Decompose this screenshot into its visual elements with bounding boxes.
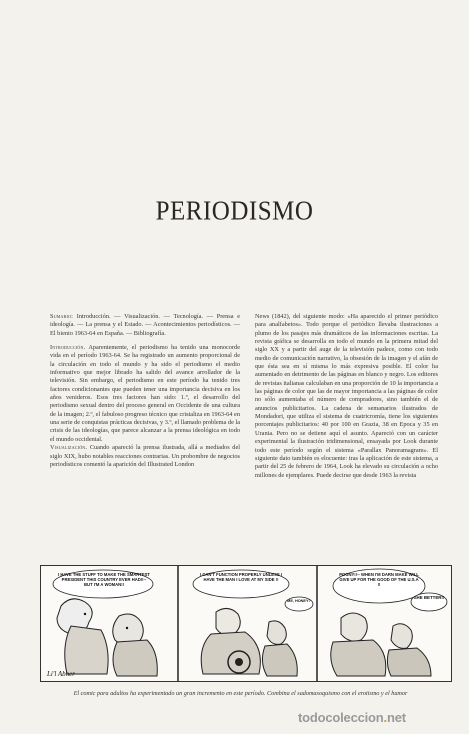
watermark-dot: . xyxy=(383,710,387,725)
page-title: PERIODISMO xyxy=(155,196,314,227)
summary-text: Introducción. — Visualización. — Tecnología. — Prensa e ideología. — La prensa y el Estado. — Acontecimientos periodísticos. — El bienio 1963-64 en España. — Bibliografía. xyxy=(50,313,240,337)
left-column xyxy=(50,313,240,469)
intro-paragraph xyxy=(50,344,240,444)
panel3-bubble-text: POGNY!!-- WHEN I'M DARN MAKE WILL GIVE UP FOR THE GOOD OF THE U.S.A !! xyxy=(339,573,419,587)
panel3-small-bubble-text: SHE BETTER!! xyxy=(413,596,445,600)
watermark xyxy=(298,710,406,725)
summary-paragraph xyxy=(50,313,240,338)
visual-label: Visualización. xyxy=(50,444,88,452)
intro-text: Aparentemente, el periodismo ha tenido una monocorde vida en el período 1963-64. Se ha registrado un aumento proporcional de la circulación en todo el mundo y ha sido el periodismo el medio informativo que mejor librado ha salido del avance arrollador de la televisión. Sin embargo, el periodismo en este período ha tenido tres factores condicionantes que pueden tener una importancia decisiva en los años venideros. Esos tres factores han sido: 1.º, el desarrollo del periodismo sexual dentro del proceso general en Occidente de una cultura de la imagen; 2.º, el fabuloso progreso técnico que cristaliza en 1963-64 en una serie de conquistas prácticas decisivas, y 3.º, el llamado problema de la crisis de las ideologías, que parece alcanzar a la prensa ideológica en todo el mundo occidental. xyxy=(50,344,240,443)
comic-illustration xyxy=(41,566,451,681)
visual-paragraph xyxy=(50,444,240,469)
panel2-small-bubble-text: ME, HONEY? xyxy=(287,599,311,603)
comic-caption: El comic para adultos ha experimentado un gran incremento en este período. Combina el sadomasoquismo con el erotismo y el humor xyxy=(73,690,408,697)
watermark-part1: todocoleccion xyxy=(298,710,384,725)
watermark-part2: net xyxy=(386,710,406,725)
panel2-bubble-text: I CAN'T FUNCTION PROPERLY UNLESS I HAVE THE MAN I LOVE AT MY SIDE !! xyxy=(200,573,282,582)
visual-text: Cuando apareció la prensa ilustrada, allá a mediados del siglo XIX, hubo notables reacciones contrarias. Un probombre de negocios periodísticos comentó la aparición del Illustrated London xyxy=(50,444,240,468)
intro-label: Introducción. xyxy=(50,344,86,352)
right-column-text: News (1842), del siguiente modo: «Ha aparecido el primer periódico para analfabetos». Todo porque el periódico llevaba ilustraciones a plumo de los pasajes más dramáticos de las informaciones escritas. La revista gráfica se desarrolla en todo el mundo en la primera mitad del siglo XX y a partir del auge de la televisión padece, como con todo medio de comunicación narrativo, la obsesión de la imagen y el afán de que ésta sea en sí misma lo más expresiva posible. El color ha aumentado en detrimento de las páginas en blanco y negro. Los editores de revistas italianas calculaban en una proporción de 10 la importancia a las páginas de color que las de mayor importancia a las páginas de color no sólo aumentaba el número de compradores, sino también el de anuncios publicitarios. La cadena de semanarios ilustrados de Mondadori, que utiliza el sistema de cuatricromía, tiene los siguientes porcentajes publicitarios: 40 por 100 en Grazia, 38 en Epoca y 35 en Urania. Pero no se detiene aquí el asunto. Apareció con un carácter experimental la ilustración tridimensional, ensayada por Look durante todo este período según el sistema «Parallax Panoramagram». El siguiente dato también es elocuente: tras la aplicación de este sistema, a partir del 25 de febrero de 1964, Look ha elevado su circulación a ocho millones de ejemplares. Puede decirse que desde 1963 la revista xyxy=(255,313,438,479)
comic-strip xyxy=(40,565,452,682)
comic-signature: Li'l Abner xyxy=(47,670,76,678)
panel1-bubble-text: I HAVE THE STUFF TO MAKE THE SMARTEST PRESIDENT THIS COUNTRY EVER HAD!!-- BUT I'M A WOMAN!! xyxy=(58,573,150,587)
summary-label: Sumario: xyxy=(50,313,74,320)
right-column xyxy=(255,313,438,480)
